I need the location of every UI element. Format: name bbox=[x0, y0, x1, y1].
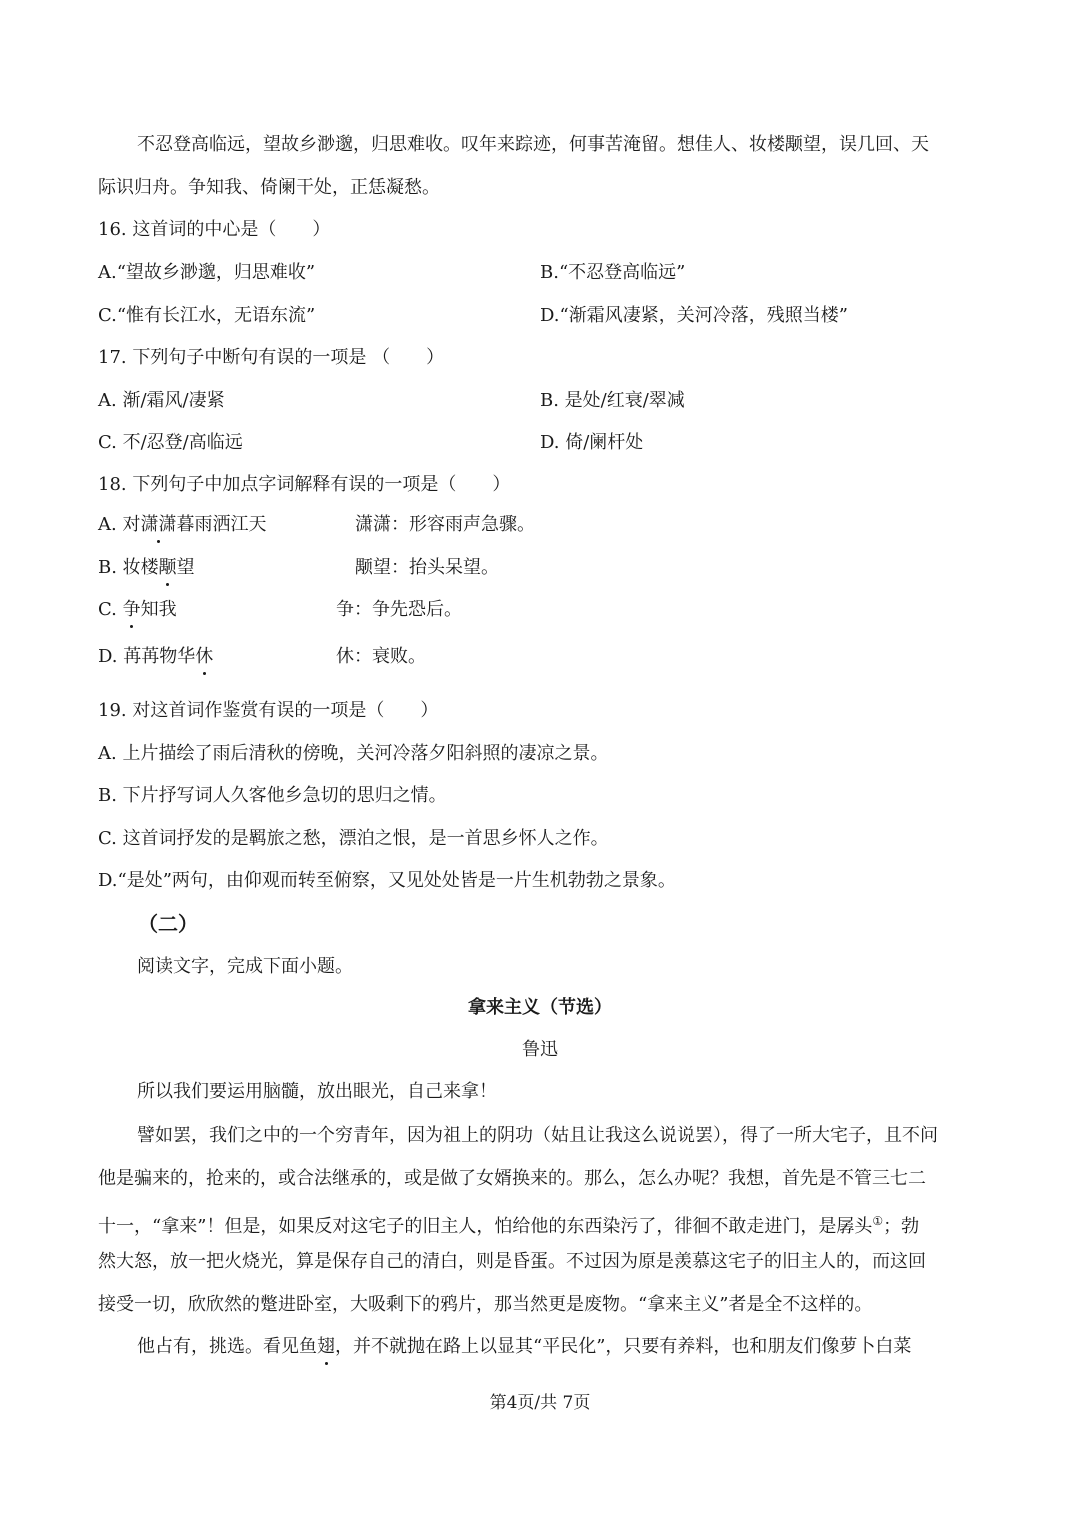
passage-line-text: ，并不就抛在路上以显其“平民化”，只要有养料，也和朋友们像萝卜白菜 bbox=[335, 1336, 912, 1357]
question-17-option-a: A. 渐/霜风/凄紧 bbox=[98, 390, 225, 411]
question-18-option-c bbox=[98, 598, 177, 622]
question-18-option-a-definition: 潇潇：形容雨声急骤。 bbox=[355, 514, 535, 535]
question-18-option-c-definition: 争：争先恐后。 bbox=[336, 599, 462, 620]
passage-line-text: 十一，“拿来”！但是，如果反对这宅子的旧主人，怕给他的东西染污了，徘徊不敢走进门，是孱头 bbox=[98, 1216, 873, 1237]
passage-title: 拿来主义（节选） bbox=[468, 997, 612, 1018]
passage-line: 譬如罢，我们之中的一个穷青年，因为祖上的阴功（姑且让我这么说说罢），得了一所大宅子，且不问 bbox=[137, 1125, 938, 1146]
question-19-stem: 19. 对这首词作鉴赏有误的一项是（ ） bbox=[98, 700, 439, 721]
question-17-stem: 17. 下列句子中断句有误的一项是 （ ） bbox=[98, 347, 445, 368]
option-d-dotted-word: 休 bbox=[195, 646, 214, 667]
question-18-option-b-definition: 颙望：抬头呆望。 bbox=[355, 557, 499, 578]
question-19-option-c: C. 这首词抒发的是羁旅之愁，漂泊之恨，是一首思乡怀人之作。 bbox=[98, 828, 609, 849]
section-instruction: 阅读文字，完成下面小题。 bbox=[137, 956, 353, 977]
question-18-option-d-definition: 休：衰败。 bbox=[336, 646, 426, 667]
option-c-suffix: 知我 bbox=[140, 599, 177, 620]
question-19-option-a: A. 上片描绘了雨后清秋的傍晚，关河冷落夕阳斜照的凄凉之景。 bbox=[98, 743, 609, 764]
question-17-option-c: C. 不/忍登/高临远 bbox=[98, 432, 243, 453]
question-16-option-d: D.“渐霜风凄紧，关河冷落，残照当楼” bbox=[540, 305, 848, 326]
question-16-option-c: C.“惟有长江水，无语东流” bbox=[98, 305, 316, 326]
option-c-prefix: C. bbox=[98, 599, 123, 620]
question-19-option-b: B. 下片抒写词人久客他乡急切的思归之情。 bbox=[98, 785, 447, 806]
option-b-dotted-word: 颙 bbox=[158, 557, 177, 578]
passage-line: 他是骗来的，抢来的，或合法继承的，或是做了女婿换来的。那么，怎么办呢？我想，首先是不管三七二 bbox=[98, 1168, 926, 1189]
passage-line bbox=[137, 1335, 911, 1359]
footnote-marker: ① bbox=[872, 1214, 884, 1228]
option-b-suffix: 望 bbox=[176, 557, 195, 578]
poem-line-1: 不忍登高临远，望故乡渺邈，归思难收。叹年来踪迹，何事苦淹留。想佳人、妆楼颙望，误几回、天 bbox=[137, 134, 929, 155]
question-16-option-b: B.“不忍登高临远” bbox=[540, 262, 686, 283]
option-a-suffix: 暮雨洒江天 bbox=[176, 514, 267, 535]
question-19-option-d: D.“是处”两句，由仰观而转至俯察，又见处处皆是一片生机勃勃之景象。 bbox=[98, 870, 676, 891]
question-16-stem: 16. 这首词的中心是（ ） bbox=[98, 219, 331, 240]
question-17-option-b: B. 是处/红衰/翠减 bbox=[540, 390, 685, 411]
option-a-prefix: A. 对 bbox=[98, 514, 141, 535]
question-18-stem: 18. 下列句子中加点字词解释有误的一项是（ ） bbox=[98, 474, 511, 495]
poem-line-2: 际识归舟。争知我、倚阑干处，正恁凝愁。 bbox=[98, 177, 440, 198]
passage-line-text: ；勃 bbox=[883, 1216, 920, 1237]
option-d-prefix: D. 苒苒物华 bbox=[98, 646, 196, 667]
question-17-option-d: D. 倚/阑杆处 bbox=[540, 432, 644, 453]
question-16-option-a: A.“望故乡渺邈，归思难收” bbox=[98, 262, 316, 283]
question-18-option-d bbox=[98, 645, 213, 669]
section-heading: （二） bbox=[138, 912, 198, 936]
option-c-dotted-word: 争 bbox=[122, 599, 141, 620]
question-18-option-a bbox=[98, 513, 266, 537]
dotted-word: 翅 bbox=[317, 1336, 335, 1357]
passage-line-text: 他占有，挑选。看见鱼 bbox=[137, 1336, 317, 1357]
passage-paragraph-1: 所以我们要运用脑髓，放出眼光，自己来拿！ bbox=[137, 1081, 497, 1102]
passage-line: 接受一切，欣欣然的蹩进卧室，大吸剩下的鸦片，那当然更是废物。“拿来主义”者是全不这样的。 bbox=[98, 1294, 873, 1315]
passage-author: 鲁迅 bbox=[522, 1039, 558, 1060]
passage-line: 然大怒，放一把火烧光，算是保存自己的清白，则是昏蛋。不过因为原是羡慕这宅子的旧主人的，而这回 bbox=[98, 1251, 926, 1272]
page-number-footer: 第4页/共 7页 bbox=[489, 1393, 591, 1413]
question-18-option-b bbox=[98, 556, 195, 580]
option-b-prefix: B. 妆楼 bbox=[98, 557, 159, 578]
passage-line bbox=[98, 1209, 919, 1239]
option-a-dotted-word: 潇潇 bbox=[140, 514, 177, 535]
